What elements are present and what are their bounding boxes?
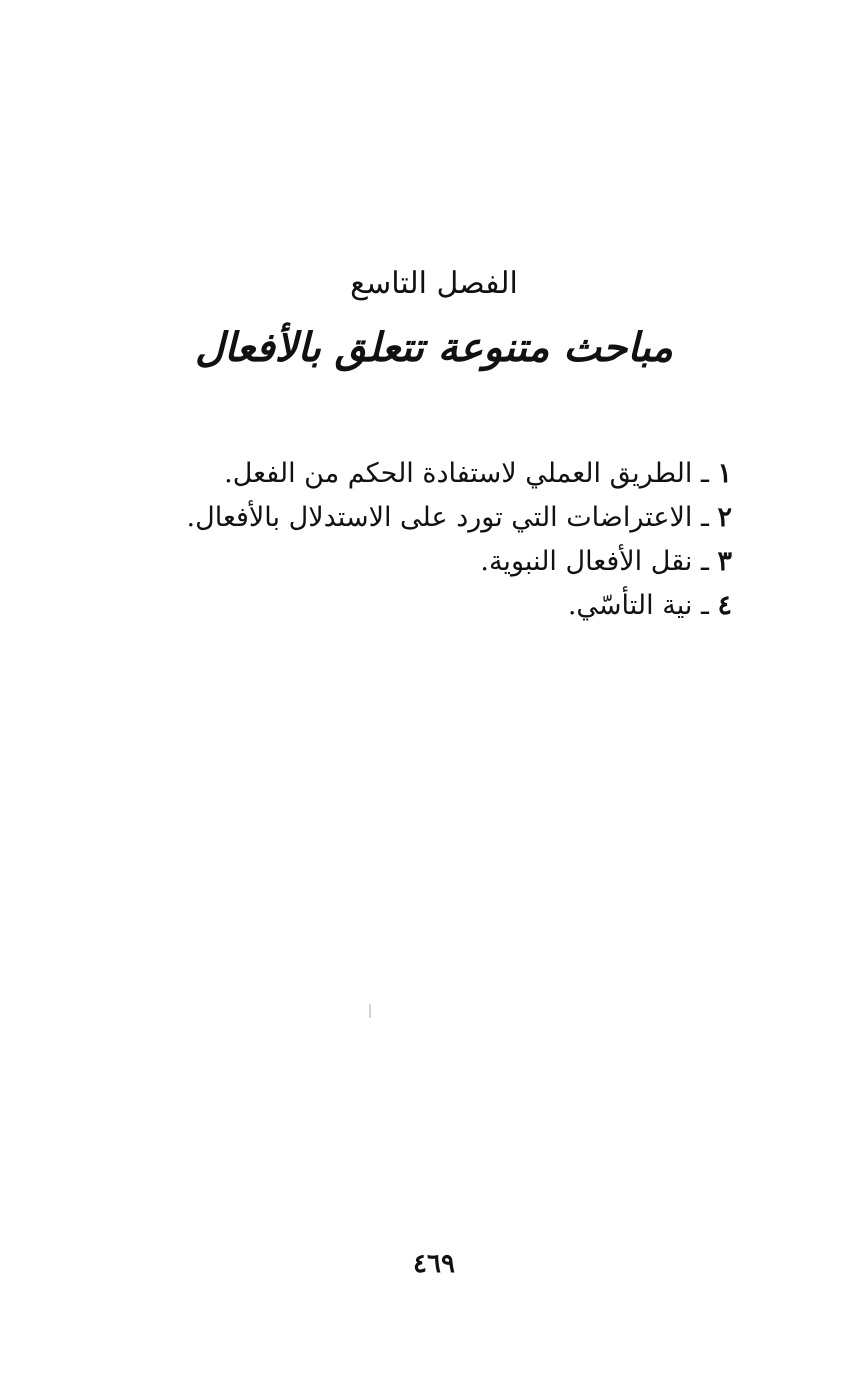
- item-text: الاعتراضات التي تورد على الاستدلال بالأفعال.: [186, 502, 693, 533]
- item-dash: ـ: [692, 590, 709, 621]
- item-number: ٢: [717, 502, 732, 533]
- topics-list: [187, 452, 732, 628]
- list-item: [187, 540, 732, 584]
- item-number: ٣: [717, 546, 732, 577]
- item-text: الطريق العملي لاستفادة الحكم من الفعل.: [224, 458, 693, 489]
- list-item: [187, 496, 732, 540]
- item-number: ٤: [717, 590, 732, 621]
- item-dash: ـ: [692, 458, 709, 489]
- item-text: نية التأسّي.: [567, 590, 693, 621]
- page-number: ٤٦٩: [413, 1249, 455, 1279]
- item-text: نقل الأفعال النبوية.: [480, 546, 693, 577]
- item-number: ١: [717, 458, 732, 489]
- list-item: [187, 452, 732, 496]
- chapter-label: الفصل التاسع: [350, 266, 518, 301]
- scan-speck: [369, 1004, 371, 1018]
- item-dash: ـ: [692, 546, 709, 577]
- item-dash: ـ: [692, 502, 709, 533]
- chapter-title: مباحث متنوعة تتعلق بالأفعال: [195, 324, 673, 371]
- list-item: [187, 584, 732, 628]
